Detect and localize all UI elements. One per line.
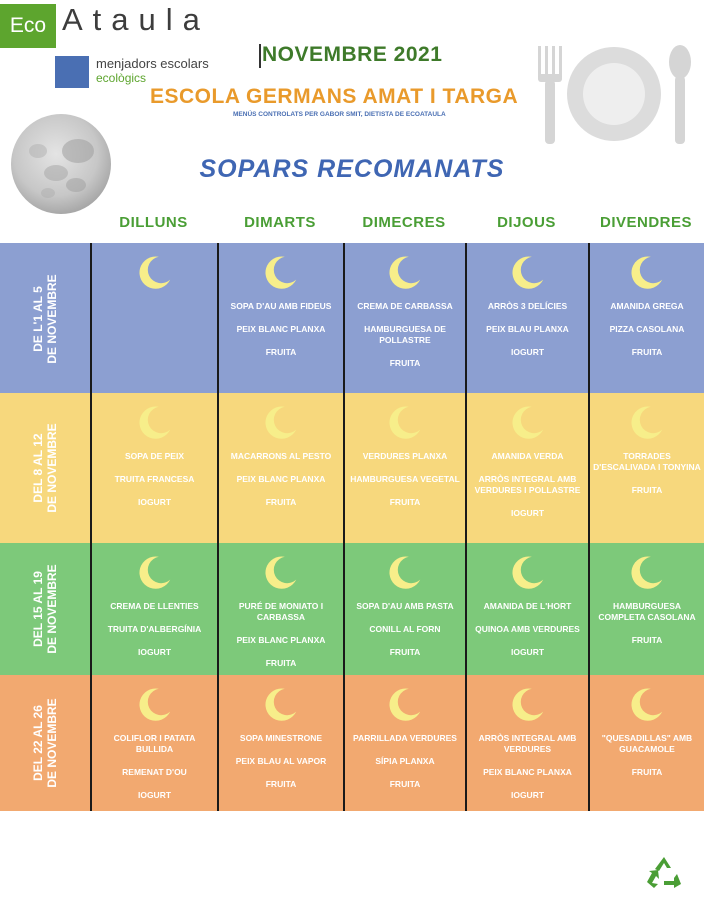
meal-item: PEIX BLANC PLANXA <box>236 635 326 645</box>
meal-item: IOGURT <box>510 347 545 357</box>
meal-item: CREMA DE CARBASSA <box>357 301 453 311</box>
crescent-moon-icon <box>628 685 666 723</box>
menu-cell <box>465 675 588 811</box>
meal-item: FRUITA <box>631 485 663 495</box>
meal-item: COLIFLOR I PATATA BULLIDA <box>113 733 196 754</box>
meal-list <box>347 451 463 520</box>
logo-eco: Eco <box>0 4 56 48</box>
meal-item: HAMBURGUESA DE POLLASTRE <box>364 324 446 345</box>
meal-item: ARRÒS INTEGRAL AMB VERDURES <box>478 733 577 754</box>
meal-list <box>347 301 463 381</box>
logo-ataula: Ataula <box>62 2 210 37</box>
crescent-moon-icon <box>386 685 424 723</box>
menu-grid <box>0 242 704 811</box>
week-label-line: DE L'1 AL 5 <box>31 285 45 352</box>
meal-item: AMANIDA GREGA <box>610 301 684 311</box>
menu-cell <box>90 393 217 543</box>
crescent-moon-icon <box>262 685 300 723</box>
day-header-monday: DILLUNS <box>119 214 188 231</box>
menu-cell <box>343 243 465 394</box>
meal-item: IOGURT <box>137 647 172 657</box>
week-label <box>31 388 59 548</box>
meal-list <box>592 601 702 658</box>
crescent-moon-icon <box>136 253 174 291</box>
meal-list <box>94 733 215 813</box>
week-label-cell <box>0 543 90 675</box>
menu-cell <box>588 675 704 811</box>
meal-item: PARRILLADA VERDURES <box>353 733 457 743</box>
meal-item: PEIX BLANC PLANXA <box>483 767 572 777</box>
menu-cell <box>465 243 588 394</box>
meal-item: PEIX BLAU AL VAPOR <box>235 756 327 766</box>
menu-cell <box>217 675 343 811</box>
menu-cell <box>343 393 465 543</box>
day-header-wednesday: DIMECRES <box>362 214 446 231</box>
meal-item: FRUITA <box>265 347 297 357</box>
meal-item: CREMA DE LLENTIES <box>110 601 199 611</box>
week-row <box>0 393 704 543</box>
meal-item: IOGURT <box>137 790 172 800</box>
meal-item: FRUITA <box>389 358 421 368</box>
meal-list <box>469 733 586 813</box>
meal-list <box>469 451 586 531</box>
meal-item: PEIX BLANC PLANXA <box>236 324 326 334</box>
recycle-icon <box>644 854 684 894</box>
meal-item: FRUITA <box>265 658 297 668</box>
crescent-moon-icon <box>262 553 300 591</box>
menu-cell <box>90 675 217 811</box>
meal-item: FRUITA <box>631 767 663 777</box>
meal-item: MACARRONS AL PESTO <box>230 451 332 461</box>
meal-item: IOGURT <box>510 790 545 800</box>
logo-subtitle: menjadors escolars <box>96 56 209 71</box>
menu-cell <box>588 393 704 543</box>
meal-item: AMANIDA DE L'HORT <box>483 601 572 611</box>
meal-item: FRUITA <box>631 635 663 645</box>
crescent-moon-icon <box>628 253 666 291</box>
school-name: ESCOLA GERMANS AMAT I TARGA <box>150 85 519 108</box>
week-label-line: DE NOVEMBRE <box>45 423 59 513</box>
meal-item: CONILL AL FORN <box>369 624 441 634</box>
week-row <box>0 675 704 811</box>
week-row <box>0 242 704 394</box>
dietitian-note: MENÚS CONTROLATS PER GABOR SMIT, DIETISTA DE ECOATAULA <box>233 111 446 118</box>
week-row <box>0 543 704 675</box>
meal-list <box>347 601 463 670</box>
menu-cell <box>465 393 588 543</box>
menu-cell <box>588 243 704 394</box>
meal-item: ARRÒS 3 DELÍCIES <box>487 301 568 311</box>
meal-item: FRUITA <box>265 779 297 789</box>
meal-item: SOPA D'AU AMB FIDEUS <box>230 301 332 311</box>
meal-item: HAMBURGUESA COMPLETA CASOLANA <box>598 601 696 622</box>
crescent-moon-icon <box>628 553 666 591</box>
meal-item: SOPA MINESTRONE <box>239 733 323 743</box>
menu-cell <box>343 543 465 675</box>
meal-item: ARRÒS INTEGRAL AMB VERDURES I POLLASTRE <box>474 474 581 495</box>
meal-item: IOGURT <box>137 497 172 507</box>
week-label-line: DE NOVEMBRE <box>45 564 59 654</box>
meal-list <box>221 733 341 802</box>
meal-list <box>469 601 586 670</box>
crescent-moon-icon <box>136 403 174 441</box>
meal-item: TRUITA FRANCESA <box>114 474 195 484</box>
crescent-moon-icon <box>136 685 174 723</box>
month-title: NOVEMBRE 2021 <box>262 43 443 66</box>
crescent-moon-icon <box>386 553 424 591</box>
week-label-line: DE NOVEMBRE <box>45 698 59 788</box>
crescent-moon-icon <box>386 253 424 291</box>
day-header-tuesday: DIMARTS <box>244 214 316 231</box>
crescent-moon-icon <box>509 553 547 591</box>
menu-cell <box>217 543 343 675</box>
page-title: SOPARS RECOMANATS <box>199 155 505 183</box>
text-cursor <box>259 44 261 68</box>
logo-subtitle-green: ecològics <box>96 71 147 85</box>
crescent-moon-icon <box>262 403 300 441</box>
meal-item: HAMBURGUESA VEGETAL <box>350 474 460 484</box>
meal-item: PURÉ DE MONIATO I CARBASSA <box>238 601 324 622</box>
full-moon-icon <box>8 111 114 217</box>
meal-item: FRUITA <box>389 497 421 507</box>
meal-list <box>94 451 215 520</box>
logo-square <box>55 56 89 88</box>
crescent-moon-icon <box>509 685 547 723</box>
plate-cutlery-icon <box>528 42 698 148</box>
menu-cell <box>343 675 465 811</box>
meal-item: REMENAT D'OU <box>122 767 187 777</box>
meal-list <box>221 451 341 520</box>
meal-item: TRUITA D'ALBERGÍNIA <box>107 624 202 634</box>
meal-item: IOGURT <box>510 647 545 657</box>
week-label-line: DE NOVEMBRE <box>45 273 59 364</box>
meal-list <box>221 301 341 370</box>
meal-item: FRUITA <box>265 497 297 507</box>
meal-item: FRUITA <box>389 647 421 657</box>
meal-list <box>221 601 341 681</box>
meal-list <box>592 733 702 790</box>
week-label-line: DEL 8 AL 12 <box>31 433 45 503</box>
meal-item: SOPA DE PEIX <box>124 451 185 461</box>
meal-list <box>592 451 702 508</box>
meal-item: PEIX BLAU PLANXA <box>486 324 569 334</box>
week-label-cell <box>0 675 90 811</box>
menu-cell <box>90 543 217 675</box>
meal-item: SÍPIA PLANXA <box>375 756 435 766</box>
menu-cell <box>465 543 588 675</box>
meal-list <box>469 301 586 370</box>
crescent-moon-icon <box>262 253 300 291</box>
menu-cell <box>217 243 343 394</box>
meal-item: SOPA D'AU AMB PASTA <box>356 601 454 611</box>
crescent-moon-icon <box>386 403 424 441</box>
menu-cell <box>90 243 217 394</box>
meal-list <box>592 301 702 370</box>
meal-item: FRUITA <box>631 347 663 357</box>
crescent-moon-icon <box>509 403 547 441</box>
meal-list <box>94 601 215 670</box>
meal-item: QUINOA AMB VERDURES <box>475 624 580 634</box>
crescent-moon-icon <box>509 253 547 291</box>
meal-item: TORRADES D'ESCALIVADA I TONYINA <box>593 451 701 472</box>
day-header-thursday: DIJOUS <box>497 214 556 231</box>
meal-item: "QUESADILLAS" AMB GUACAMOLE <box>601 733 693 754</box>
menu-cell <box>588 543 704 675</box>
week-label <box>31 239 59 399</box>
week-label-line: DEL 15 AL 19 <box>31 571 45 647</box>
week-label-line: DEL 22 AL 26 <box>31 705 45 781</box>
week-label-cell <box>0 243 90 394</box>
meal-item: AMANIDA VERDA <box>491 451 564 461</box>
meal-item: PEIX BLANC PLANXA <box>236 474 326 484</box>
crescent-moon-icon <box>628 403 666 441</box>
crescent-moon-icon <box>136 553 174 591</box>
week-label-cell <box>0 393 90 543</box>
meal-item: FRUITA <box>389 779 421 789</box>
meal-list <box>347 733 463 802</box>
meal-item: VERDURES PLANXA <box>362 451 448 461</box>
week-label <box>31 663 59 823</box>
day-header-friday: DIVENDRES <box>599 214 693 231</box>
meal-item: PIZZA CASOLANA <box>609 324 685 334</box>
menu-cell <box>217 393 343 543</box>
meal-item: IOGURT <box>510 508 545 518</box>
